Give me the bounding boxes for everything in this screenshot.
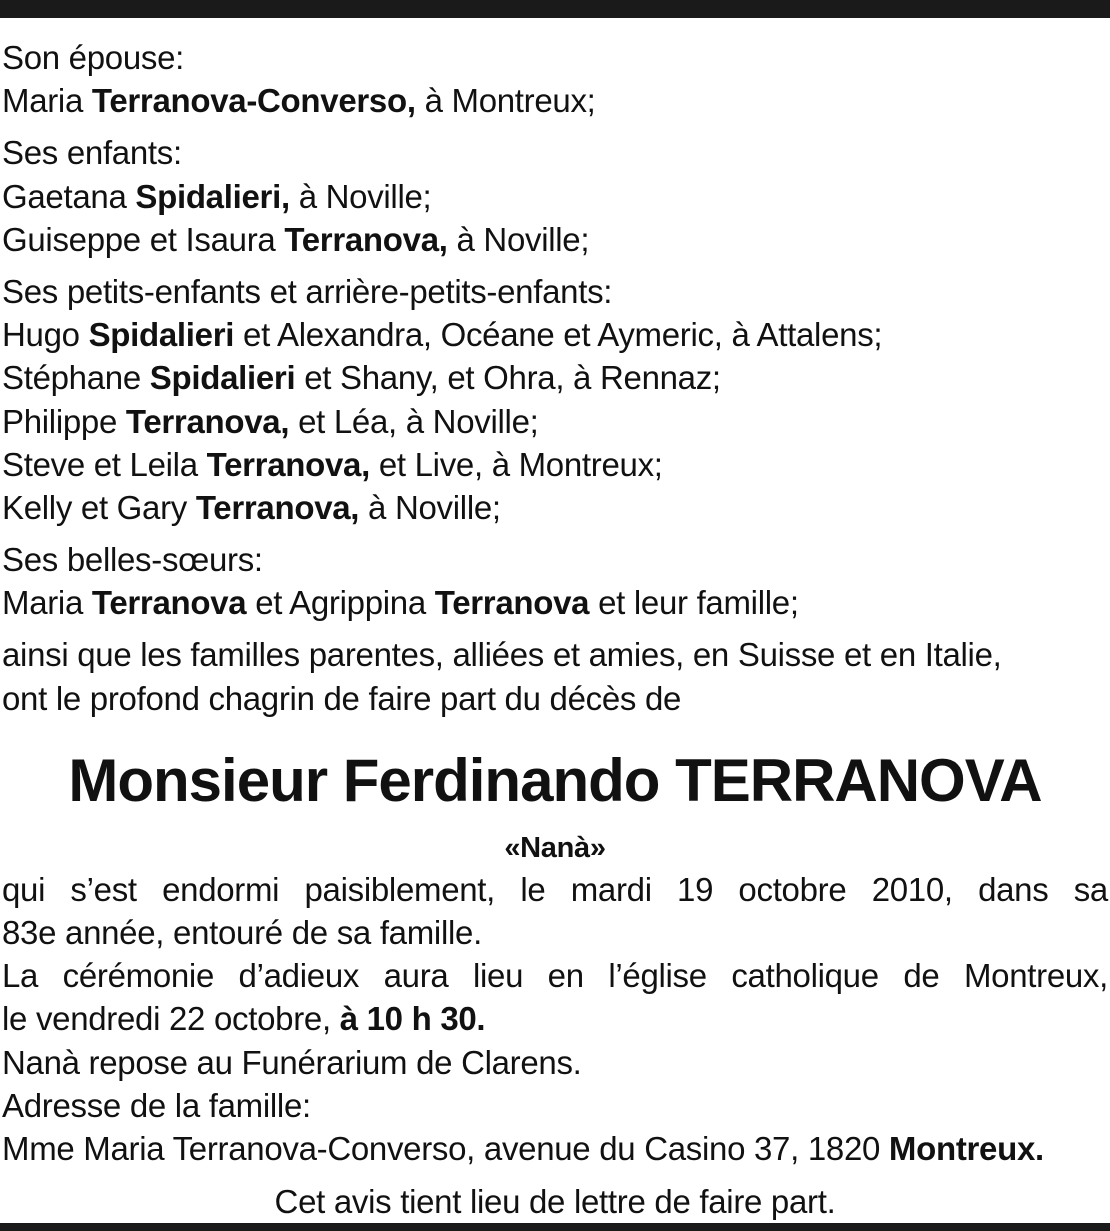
grandchild-line: Stéphane Spidalieri et Shany, et Ohra, à Rennaz; xyxy=(2,359,721,397)
sisters-in-law-line: Maria Terranova et Agrippina Terranova et leur famille; xyxy=(2,584,799,622)
ceremony-line: La cérémonie d’adieux aura lieu en l’église catholique de Montreux, xyxy=(2,957,1108,995)
closing-note: Cet avis tient lieu de lettre de faire part. xyxy=(274,1183,836,1221)
address-heading: Adresse de la famille: xyxy=(2,1086,311,1124)
spouse-line: Maria Terranova-Converso, à Montreux; xyxy=(2,82,596,120)
families-line: ainsi que les familles parentes, alliées et amies, en Suisse et en Italie, xyxy=(2,636,1002,674)
grandchild-line: Hugo Spidalieri et Alexandra, Océane et Aymeric, à Attalens; xyxy=(2,316,883,354)
passing-line: qui s’est endormi paisiblement, le mardi 19 octobre 2010, dans sa xyxy=(2,870,1108,908)
grandchild-line: Philippe Terranova, et Léa, à Noville; xyxy=(2,402,539,440)
grandchildren-heading: Ses petits-enfants et arrière-petits-enfants: xyxy=(2,272,613,310)
child-line: Guiseppe et Isaura Terranova, à Noville; xyxy=(2,220,590,258)
grandchild-line: Steve et Leila Terranova, et Live, à Montreux; xyxy=(2,445,663,483)
top-rule xyxy=(0,0,1110,18)
sisters-in-law-heading: Ses belles-sœurs: xyxy=(2,541,263,579)
child-line: Gaetana Spidalieri, à Noville; xyxy=(2,177,432,215)
rest-location: Nanà repose au Funérarium de Clarens. xyxy=(2,1043,582,1081)
deceased-name: Monsieur Ferdinando TERRANOVA xyxy=(68,746,1042,814)
grandchild-line: Kelly et Gary Terranova, à Noville; xyxy=(2,488,501,526)
families-line: ont le profond chagrin de faire part du décès de xyxy=(2,679,682,717)
obituary-notice xyxy=(2,36,1108,1223)
spouse-heading: Son épouse: xyxy=(2,39,185,76)
ceremony-line: le vendredi 22 octobre, à 10 h 30. xyxy=(2,1000,486,1038)
deceased-nickname: «Nanà» xyxy=(504,831,606,864)
children-heading: Ses enfants: xyxy=(2,134,182,172)
family-address: Mme Maria Terranova-Converso, avenue du Casino 37, 1820 Montreux. xyxy=(2,1129,1044,1167)
passing-line: 83e année, entouré de sa famille. xyxy=(2,914,482,951)
bottom-rule xyxy=(0,1223,1110,1231)
